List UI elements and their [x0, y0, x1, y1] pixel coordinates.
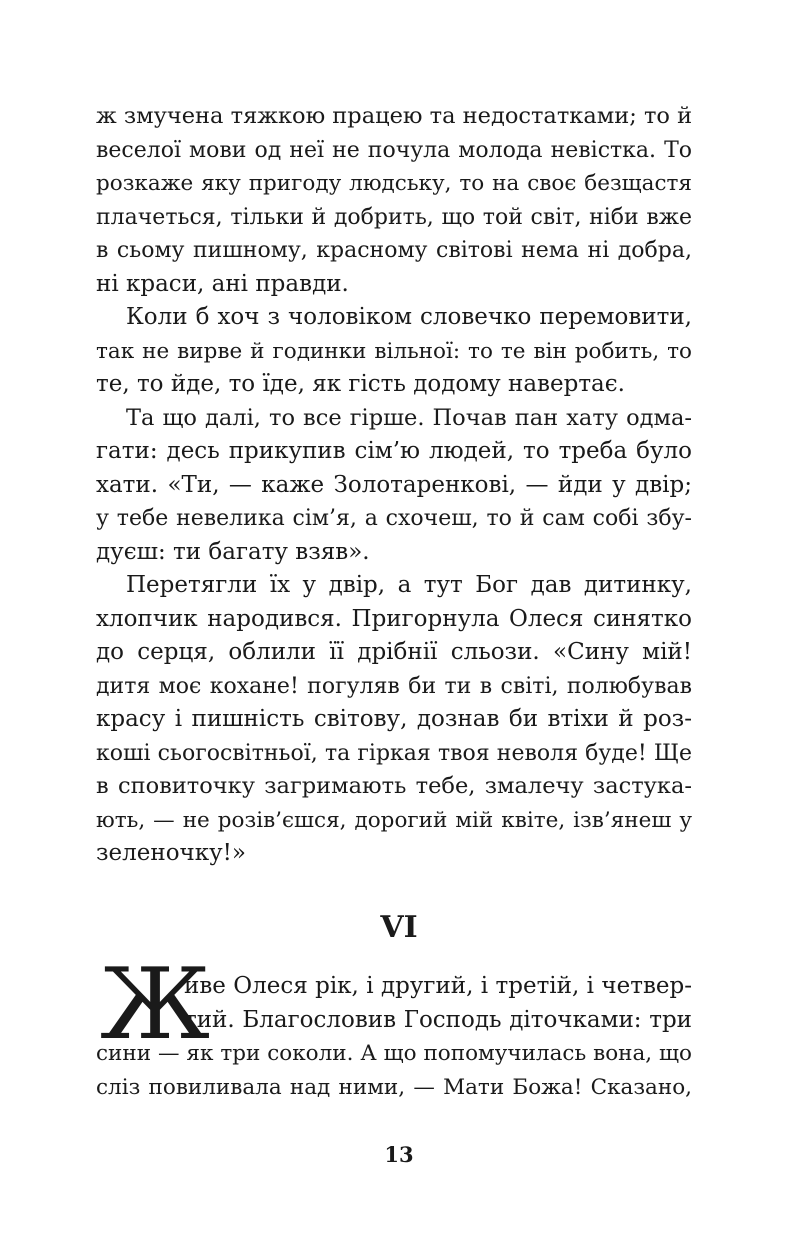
text-line: Коли б хоч з чоловіком словечко перемовити, [126, 304, 692, 330]
chapter-heading: VI [380, 910, 418, 945]
text-line: сліз повиливала над ними, — Мати Божа! Сказано, [96, 1074, 692, 1100]
drop-cap: Ж [100, 948, 211, 1062]
text-line: гати: десь прикупив сім’ю людей, то треба було [96, 438, 692, 464]
text-line: красу і пишність світову, дознав би втіхи й роз- [96, 706, 692, 732]
text-line: тий. Благословив Господь діточками: три [184, 1006, 692, 1033]
text-line: хлопчик народився. Пригорнула Олеся синятко [96, 605, 692, 632]
text-line: в сповиточку загримають тебе, змалечу застука- [96, 773, 692, 799]
text-line: у тебе невелика сім’я, а схочеш, то й сам собі збу- [96, 506, 692, 531]
text-line: до серця, облили її дрібнії сльози. «Сину мій! [96, 639, 692, 665]
text-line: дитя моє кохане! погуляв би ти в світі, полюбував [96, 673, 692, 699]
page-number: 13 [384, 1142, 414, 1167]
text-line: ні краси, ані правди. [96, 270, 349, 297]
text-line: ють, — не розів’єшся, дорогий мій квіте, ізв’янеш у [96, 807, 692, 833]
text-line: розкаже яку пригоду людську, то на своє безщастя [96, 171, 692, 196]
text-line: Перетягли їх у двір, а тут Бог дав дитинку, [126, 572, 692, 598]
text-line: сини — як три соколи. А що попомучилась вона, що [96, 1041, 692, 1066]
text-line: те, то йде, то їде, як гість додому навертає. [96, 371, 625, 397]
text-line: веселої мови од неї не почула молода невістка. То [96, 137, 692, 163]
text-line: в сьому пишному, красному світові нема ні добра, [96, 238, 692, 263]
text-line: Та що далі, то все гірше. Почав пан хату одма- [126, 404, 692, 431]
text-line: иве Олеся рік, і другий, і третій, і четвер- [184, 973, 692, 999]
text-line: плачеться, тільки й добрить, що той світ, ніби вже [96, 204, 692, 230]
text-line: зеленочку!» [96, 840, 246, 866]
text-line: дуєш: ти багату взяв». [96, 538, 370, 565]
text-line: так не вирве й годинки вільної: то те він робить, то [96, 338, 692, 364]
text-line: коші сьогосвітньої, та гіркая твоя неволя буде! Ще [96, 740, 692, 766]
text-line: хати. «Ти, — каже Золотаренкові, — йди у двір; [96, 471, 692, 498]
text-line: ж змучена тяжкою працею та недостатками; то й [96, 103, 693, 129]
